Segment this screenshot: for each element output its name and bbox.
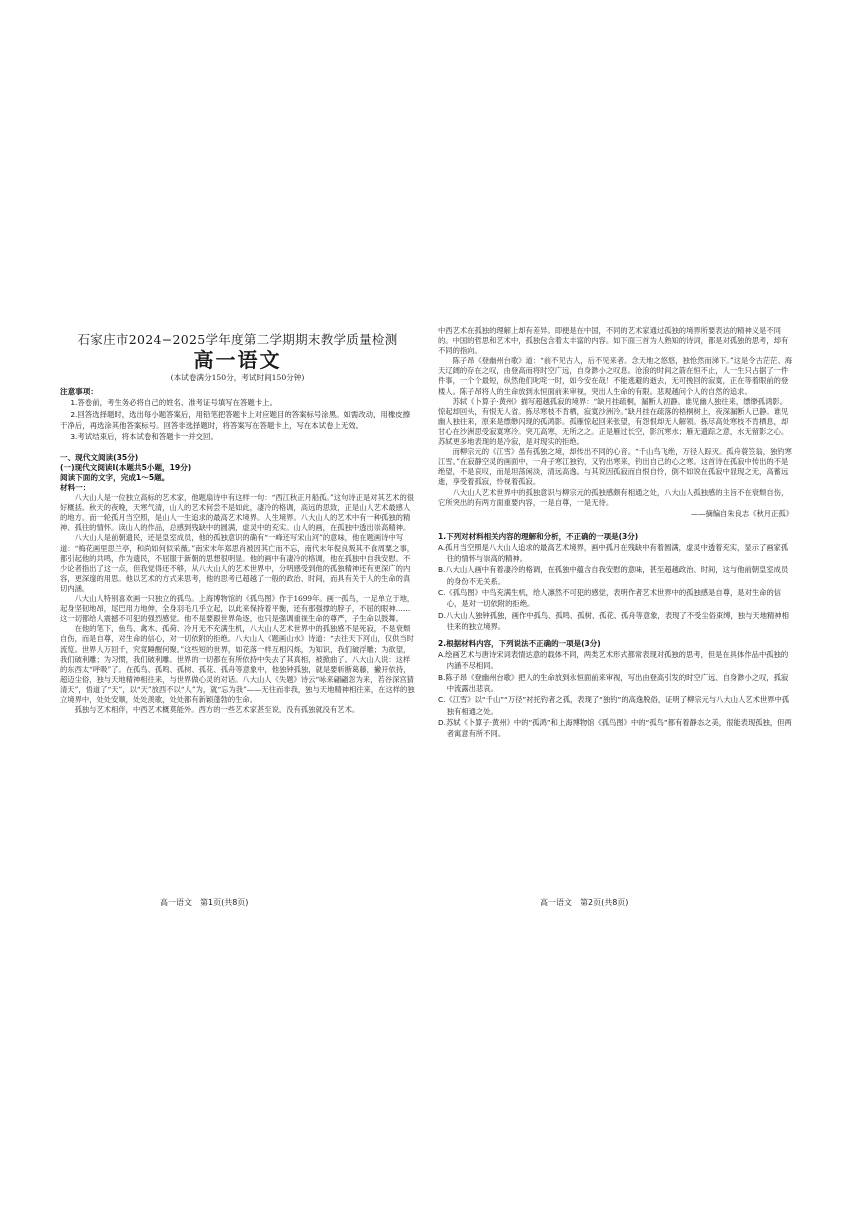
option-a: A.孤月当空照是八大山人追求的最高艺术境界，画中孤月在残缺中有着圆满，虚灵中透着充实，显示了画家孤往的情怀与崇高的精神。 [438,542,789,564]
notes-heading: 注意事项： [60,387,98,396]
material-source: ——摘编自朱良志《秋月正孤》 [690,508,793,518]
option-b: B.八大山人画中有着凄冷的格调，在孤独中蕴含自我安慰的意味，甚至超越政治、时间，这与他前朝皇室成员的身份不无关系。 [438,565,789,586]
exam-title: 石家庄市2024−2025学年度第二学期期末教学质量检测 [77,332,398,347]
question-2 [438,638,793,739]
paragraph: 而柳宗元的《江雪》虽有孤独之境，却传出不同的心音。“千山鸟飞绝，万径人踪灭。孤舟蓑笠翁，独钓寒江雪。”在寂静空灵的画面中，一舟子寒江独钓，又钓出寒来，钓出自己的心之寒。这首诗在孤寂中传出的不是绝望，不是哀叹，而是坦荡闲淡，清远高逸。与其说因孤寂而自恨自怜，倒不如说在孤寂中显现之无，高蓄远逝，享受着孤寂，怜视着孤寂。 [438,447,792,487]
note-item: 2.回答选择题时，选出每小题答案后，用铅笔把答题卡上对应题目的答案标号涂黑。如需改动，用橡皮擦干净后，再选涂其他答案标号。回答非选择题时，将答案写在答题卡上，写在本试卷上无效。 [60,409,410,430]
paragraph: 八大山人是一位独立高标的艺术家，他题扇诗中有这样一句：“西江秋正月船孤。”这句诗正是对其艺术的很好概括。秋天的夜晚，天寒气清，山人的艺术何尝不是如此，凄冷的格调，高远的思致，正是山人艺术最感人的地方。而一轮孤月当空照，是山人一生追求的最高艺术境界。人生境界。八大山人的艺术中有一种孤独的精神、孤往的情怀。读山人的作品，总感到残缺中的圆满，虚灵中的充实。山人的画，在孤独中透出崇高精神。 [60,493,415,533]
exam-meta: (本试卷满分150分，考试时间150分钟) [170,373,305,382]
question-stem: 2.根据材料内容，下列说法不正确的一项是(3分) [438,639,601,649]
option-c: C.《孤鸟图》中鸟充满生机，给人凛然不可犯的感觉，表明作者艺术世界中的孤独感是自尊，是对生命的信心，是对一切依附的拒绝。 [438,587,782,609]
section-heading: 一、现代文阅读(35分) [60,452,139,462]
section-subheading: (一)现代文阅读Ⅰ(本题共5小题，19分) [60,462,192,472]
option-d: D.八大山人独钟孤独，画作中孤鸟、孤鸣、孤树、孤花、孤舟等意象，表现了不受尘俗束缚，独与天地精神相往来的独立境界。 [438,610,789,631]
paragraph: 八大山人艺术世界中的孤独意识与柳宗元的孤独感颇有相通之处，八大山人孤独感的主旨不在衰颓自伤，它所突出的有两方面重要内容，一是自尊，一是无待。 [438,487,789,507]
footer-page-1: 高一语文 第1页(共8页) [160,898,249,907]
paragraph: 中西艺术在孤独的理解上却有差异。即便是在中国，不同的艺术家通过孤独的境界所要表达的精神义是不同的。中国的哲思和艺术中，孤独包含着太丰富的内容。如下面三首为人熟知的诗词，都是对孤独的思考，却有不同的指向。 [438,326,789,356]
material-text-right [438,326,793,508]
material-label: 材料一： [60,483,91,492]
paragraph: 苏轼《卜算子·黄州》描写超越孤寂的境界：“缺月挂疏桐，漏断人初静。谁见幽人独往来，缥缈孤鸿影。惊起却回头，有恨无人省。拣尽寒枝不肯栖，寂寞沙洲冷。”缺月挂在疏落的梧桐树上，夜深漏断人已静。谁见幽人独往来，原来是缥缈闪现的孤鸿影。孤雁惊起回来张望，有怨恨却无人解领。拣尽高处寒枝不肯栖息，却甘心在沙洲思受寂寞寒冷。突兀高寒，无所之之。正是雁过长空，影沉寒水；雁无遗踪之意，水无留影之心。苏轼更多地表现的是冷寂，是对现实的拒绝。 [438,396,789,447]
option-c: C.《江雪》以“千山”“万径”衬托钓者之孤，表现了“独钓”的高逸脱俗，证明了柳宗元与八大山人艺术世界中孤独有相通之处。 [438,695,790,716]
section-instruction: 阅读下面的文字，完成1～5题。 [60,472,170,482]
option-d: D.苏轼《卜算子·黄州》中的“孤鸿”和上海博物馆《孤鸟图》中的“孤鸟”都有着静态之美，很能表现孤独，但两者寓意有所不同。 [438,717,792,739]
subject-title: 高一语文 [193,348,282,372]
paragraph: 八大山人特别喜欢画一只独立的孤鸟。上海博物馆的《孤鸟图》作于1699年。画一孤鸟，一足单立于地，起身坚韧地昂，尾巴用力地伸，全身羽毛几乎立起，以此来保持着平衡，还有那强撑的脖子，不屈的眼神……这一切都给人震撼不可犯的强烈感觉。他不是要跟世界角逐，也只是强调重视生命的尊严，子生命以鼓舞。 [60,594,415,624]
note-item: 1.答卷前，考生务必将自己的姓名、准考证号填写在答题卡上。 [70,398,277,408]
page-1 [60,326,415,886]
option-b: B.陈子昂《登幽州台歌》把人的生命放到永恒面前来审视，写出由登高引发的时空广远、自身渺小之叹，孤寂中流露出悲哀。 [438,672,789,694]
option-a: A.绘画艺术与唐诗宋词表情达意的载体不同，两类艺术形式都常表现对孤独的思考，但是在具体作品中孤独的内涵不尽相同。 [438,650,789,671]
exam-sheet [60,326,820,906]
question-1 [438,531,793,632]
paragraph: 在他的笔下，鱼鸟、禽木、孤荷、冷月无不充满生机，八大山人艺术世界中的孤独感不是死寂，不是衰颓自伤，而是自尊，对生命的信心，对一切依附的拒绝。八大山人《题画山水》诗道：“去往天下河山，仅供当时流览。世界人万回千，究竟睡醒何聚。”这些短的世界，如花落一样互相闪烁，为知识，我们破浮雕；为欲望，我们破利雕；为习惯，我们破利雕。世界的一切都在有所依持中失去了其真相，被掀曲了。八大山人说：这样的东西太“呼吸”了。在孤鸟、孤鸣、孤树、孤花、孤舟等意象中，他独钟孤独，就是要斩断葛藤，撇开依持，超迈尘俗，独与天地精神相往来，与世界做心灵的对话。八大山人《失题》诗云“咏来翩翩忽为来，若谷深宫猜清天”，悟道了“天”，以“天”放西不以“人”为，就“忘为我”——无往而非我，独与天地精神相往来，在这样的独立境界中，处处安顺，处处羡歌，处处都有新颖蓬勃的生命。 [60,624,415,704]
paragraph: 陈子昂《登幽州台歌》道：“前不见古人，后不见来者。念天地之悠悠，独怆然而涕下。”这是令古茫茫、海天辽阔的存在之叹，由登高而将时空广远，自身渺小之叹息。沧浪的时间之箭在恒不止，人一生只占据了一件件事，一个个最短，纵然他们叱咤一时，如今安在哉！不能逃避的逝去，无可挽回的寂寞，正在等着眼前的登楼人。陈子昂将人的生命放到永恒面前来审视，突出人生命的有限。悲观越问个人的自然的追求。 [438,356,793,396]
paragraph: 八大山人是前朝遗民，还是皇室成员，他的孤独意识的确有“一峰还写宋山河”的意味，他在题画诗中写道：“梅花画里思兰亭，和尚如何似采薇。”南宋末年郑思肖被因其亡而不忘，南代末年倪良叛其不食周粟之事，都引起他的共鸣，作为遗民，不屈服于新朝的思想很明显。他的画中有凄冷的格调，他在孤独中自我安慰。不少论者指出了这一点，但我觉得还不够，从八大山人的艺术世界中，分明感受到他的孤独精神还有更深广的内容，更深邃的用思。他以艺术的方式来思考，他的思考已超越了一般的政治、时间，而具有关于人的生命的真切内涵。 [60,533,415,593]
paragraph: 孤独与艺术相伴，中西艺术概莫能外。西方的一些艺术家甚至说，没有孤独就没有艺术。 [74,705,360,715]
footer-page-2: 高一语文 第2页(共8页) [540,898,629,907]
page-2 [438,326,793,886]
material-text-left [60,493,415,715]
note-item: 3.考试结束后，将本试卷和答题卡一并交回。 [70,432,218,442]
question-stem: 1.下列对材料相关内容的理解和分析，不正确的一项是(3分) [438,531,639,541]
notes-list [60,397,415,443]
